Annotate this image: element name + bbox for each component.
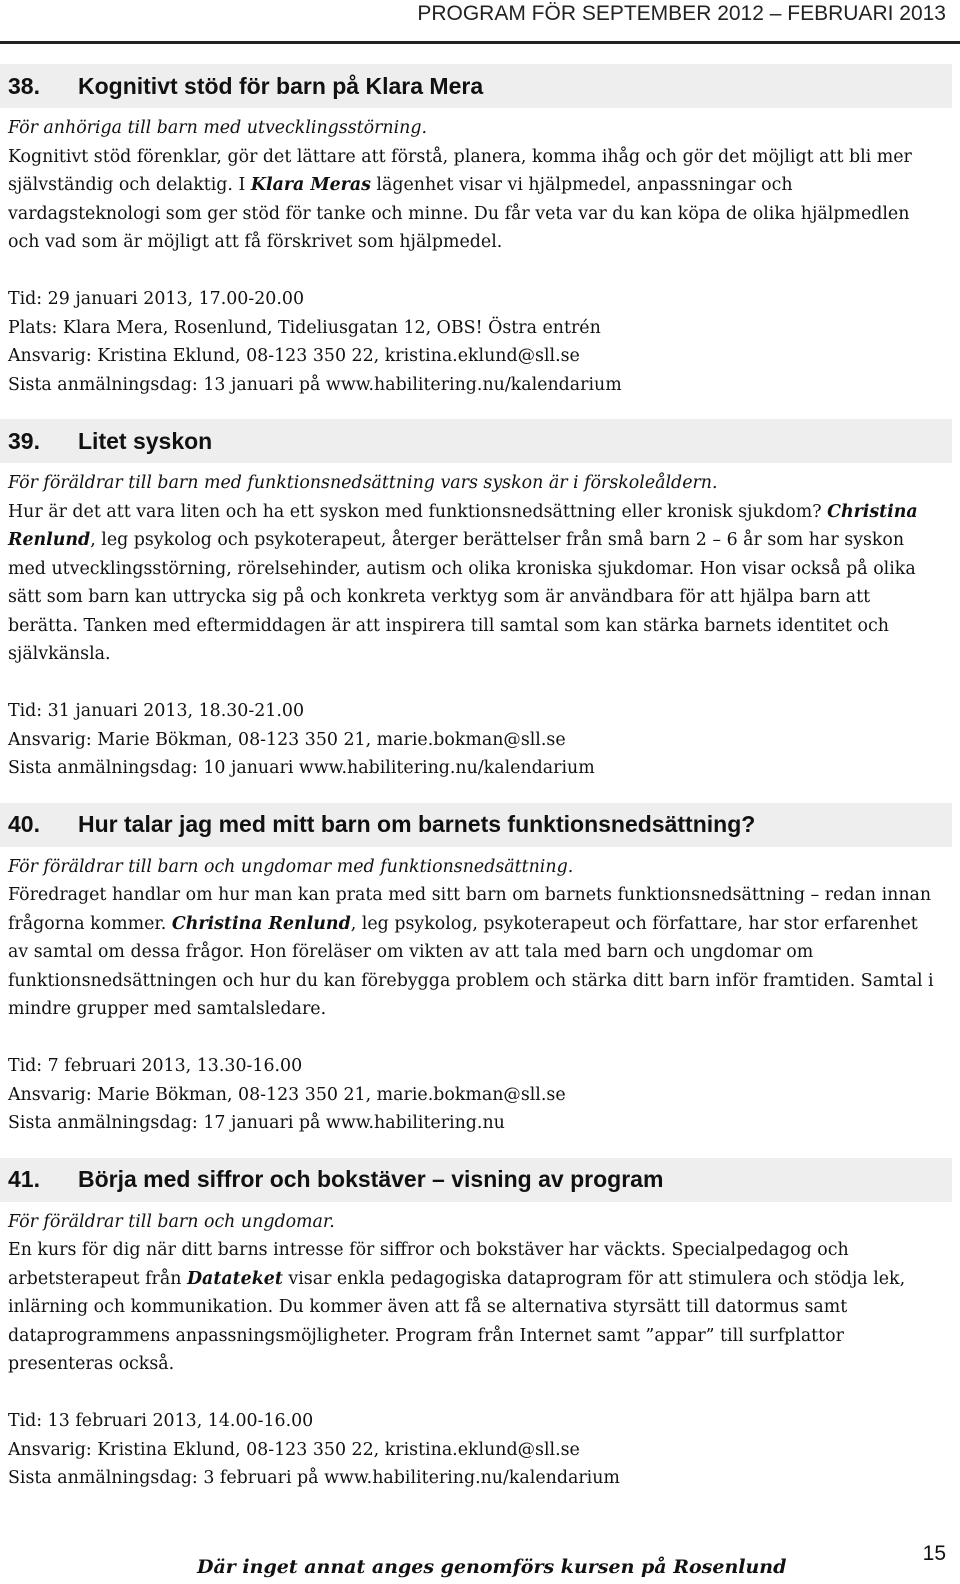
program-content xyxy=(0,64,960,1513)
description-text: Kognitivt stöd förenklar, gör det lättare att förstå, planera, komma ihåg och gör det möjligt att bli mer självständig och delaktig. I xyxy=(8,146,912,195)
emphasized-name: Datateket xyxy=(186,1268,283,1289)
event-time: Tid: 29 januari 2013, 17.00-20.00 xyxy=(8,289,305,309)
section-number: 41. xyxy=(8,1166,40,1192)
event-place: Plats: Klara Mera, Rosenlund, Tideliusgatan 12, OBS! Östra entrén xyxy=(8,317,601,338)
section-number: 38. xyxy=(8,72,40,99)
program-item-38 xyxy=(0,64,960,399)
section-body xyxy=(0,1202,960,1493)
audience-line: För anhöriga till barn med utvecklingsstörning. xyxy=(8,118,428,138)
description-paragraph xyxy=(8,881,942,1024)
emphasized-name: Christina Renlund xyxy=(8,501,918,550)
description-text: En kurs för dig när ditt barns intresse för siffror och bokstäver har väckts. Specialpedagog och arbetsterapeut från xyxy=(8,1240,849,1289)
page-header-title: PROGRAM FÖR SEPTEMBER 2012 – FEBRUARI 2013 xyxy=(417,2,946,25)
section-heading xyxy=(0,803,952,847)
event-details xyxy=(8,697,942,783)
section-heading xyxy=(0,64,952,108)
event-time: Tid: 31 januari 2013, 18.30-21.00 xyxy=(8,701,305,721)
audience-line: För föräldrar till barn med funktionsnedsättning vars syskon är i förskoleåldern. xyxy=(8,473,718,493)
section-title: Börja med siffror och bokstäver – visning av program xyxy=(78,1166,664,1192)
description-text: lägenhet visar vi hjälpmedel, anpassningar och vardagsteknologi som ger stöd för tanke och minne. Du får veta var du kan köpa de olika hjälpmedlen och vad som är möjligt att få förskrivet som hjälpmedel. xyxy=(8,175,910,252)
header-rule xyxy=(0,41,960,44)
program-item-41 xyxy=(0,1158,960,1493)
description-paragraph xyxy=(8,498,942,669)
audience-line: För föräldrar till barn och ungdomar med funktionsnedsättning. xyxy=(8,856,574,877)
description-paragraph xyxy=(8,143,942,257)
event-details xyxy=(8,1052,942,1138)
event-time: Tid: 13 februari 2013, 14.00-16.00 xyxy=(8,1411,314,1431)
emphasized-name: Klara Meras xyxy=(250,175,371,195)
section-body xyxy=(0,847,960,1138)
description-text: , leg psykolog och psykoterapeut, återger berättelser från små barn 2 – 6 år som har syskon med utvecklingsstörning, rörelsehinder, autism och olika kroniska sjukdomar. Hon visar också på olika sätt som barn kan uttrycka sig på och konkreta verktyg som är användbara för att hjälpa barn att berätta. Tanken med eftermiddagen är att inspirera till samtal som kan stärka barnets identitet och självkänsla. xyxy=(8,530,916,664)
description-text: Hur är det att vara liten och ha ett syskon med funktionsnedsättning eller kronisk sjukdom? xyxy=(8,501,828,522)
description-text: Föredraget handlar om hur man kan prata med sitt barn om barnets funktionsnedsättning – redan innan frågorna kommer. xyxy=(8,885,932,934)
event-details xyxy=(8,1407,942,1493)
section-title: Litet syskon xyxy=(78,427,213,454)
section-title: Kognitivt stöd för barn på Klara Mera xyxy=(78,72,484,99)
event-deadline: Sista anmälningsdag: 17 januari på www.habilitering.nu xyxy=(8,1113,505,1133)
section-number: 39. xyxy=(8,427,40,454)
page-footer xyxy=(0,1542,960,1584)
program-item-39 xyxy=(0,419,960,783)
footer-note: Där inget annat anges genomförs kursen på Rosenlund xyxy=(197,1556,787,1578)
event-contact: Ansvarig: Marie Bökman, 08-123 350 21, marie.bokman@sll.se xyxy=(8,1084,566,1105)
emphasized-name: Christina Renlund xyxy=(171,913,351,934)
description-text: visar enkla pedagogiska dataprogram för att stimulera och stödja lek, inlärning och kommunikation. Du kommer även att få se alternativa styrsätt till datormus samt dataprogrammens anpassningsmöjligheter. Program från Internet samt ”appar” till surfplattor presenteras också. xyxy=(8,1268,906,1374)
section-heading xyxy=(0,1158,952,1202)
page-number: 15 xyxy=(922,1542,946,1565)
section-body xyxy=(0,463,960,783)
section-body xyxy=(0,108,960,399)
description-text: , leg psykolog, psykoterapeut och författare, har stor erfarenhet av samtal om dessa frågor. Hon föreläser om vikten av att tala med barn och ungdomar om funktionsnedsättningen och hur du kan förebygga problem och stärka ditt barn inför framtiden. Samtal i mindre grupper med samtalsledare. xyxy=(8,913,934,1019)
section-number: 40. xyxy=(8,811,40,837)
description-paragraph xyxy=(8,1236,942,1379)
event-deadline: Sista anmälningsdag: 10 januari www.habilitering.nu/kalendarium xyxy=(8,758,595,778)
section-title: Hur talar jag med mitt barn om barnets funktionsnedsättning? xyxy=(78,811,756,837)
audience-line: För föräldrar till barn och ungdomar. xyxy=(8,1211,335,1232)
event-deadline: Sista anmälningsdag: 13 januari på www.habilitering.nu/kalendarium xyxy=(8,374,622,395)
event-deadline: Sista anmälningsdag: 3 februari på www.habilitering.nu/kalendarium xyxy=(8,1468,620,1488)
section-heading xyxy=(0,419,952,463)
event-contact: Ansvarig: Marie Bökman, 08-123 350 21, marie.bokman@sll.se xyxy=(8,729,566,750)
event-contact: Ansvarig: Kristina Eklund, 08-123 350 22, kristina.eklund@sll.se xyxy=(8,1439,580,1460)
event-contact: Ansvarig: Kristina Eklund, 08-123 350 22, kristina.eklund@sll.se xyxy=(8,346,580,366)
event-time: Tid: 7 februari 2013, 13.30-16.00 xyxy=(8,1056,303,1076)
event-details xyxy=(8,285,942,399)
program-item-40 xyxy=(0,803,960,1138)
